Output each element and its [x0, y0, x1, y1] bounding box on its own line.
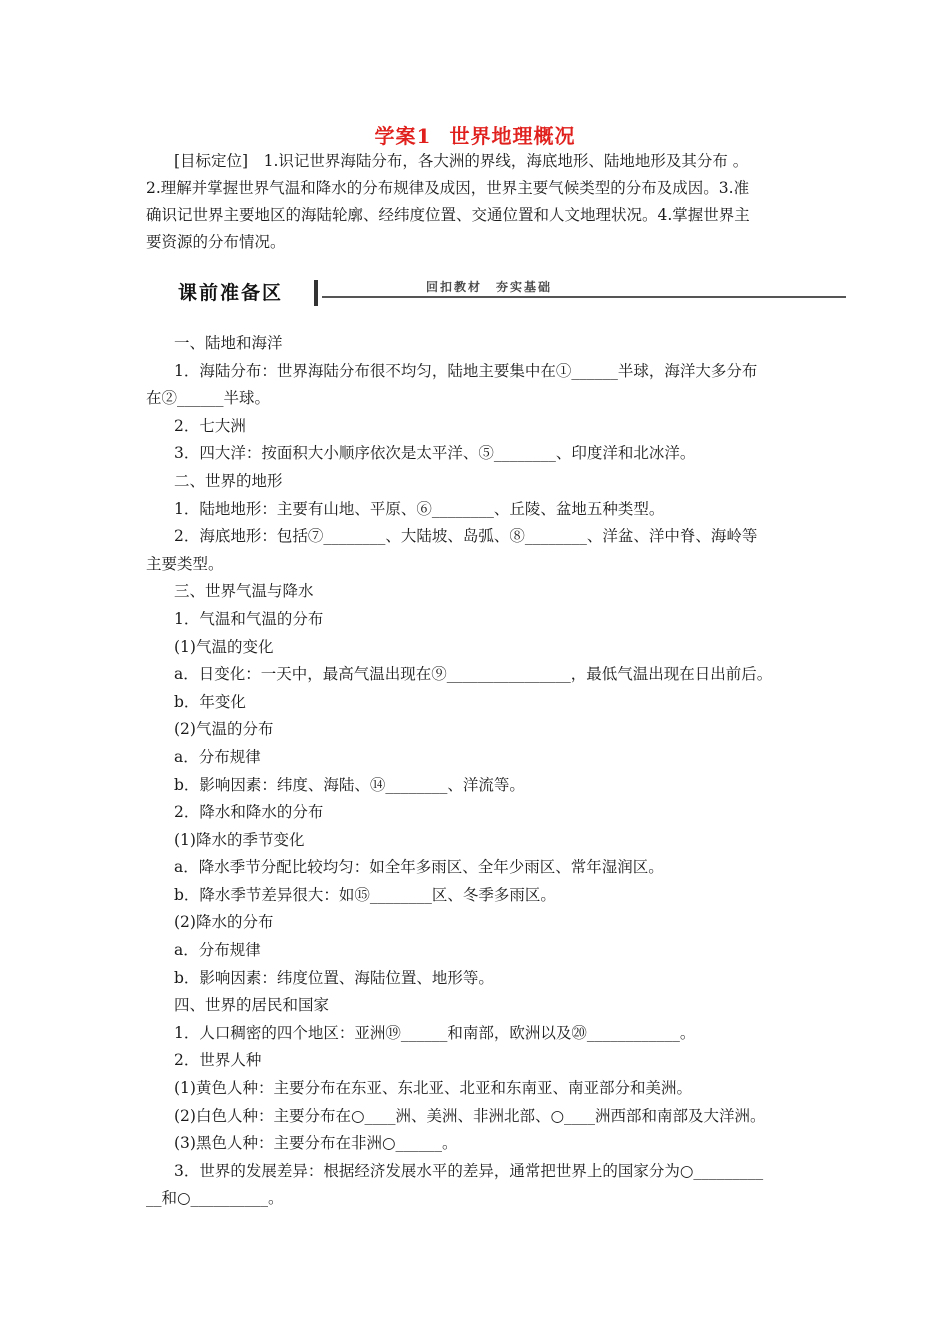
content-line: (1)降水的季节变化 [174, 830, 305, 849]
content-line: a．日变化：一天中，最高气温出现在⑨________________，最低气温出现在日出前后。 [174, 665, 773, 684]
content-line: 主要类型。 [146, 554, 224, 573]
content-line: 3．四大洋：按面积大小顺序依次是太平洋、⑤________、印度洋和北冰洋。 [174, 444, 696, 463]
section-heading: 二、世界的地形 [174, 471, 283, 490]
section-rule [322, 296, 846, 298]
section-subtitle: 回扣教材 夯实基础 [426, 280, 553, 294]
section-header [146, 278, 846, 308]
objective-line: 2.理解并掌握世界气温和降水的分布规律及成因，世界主要气候类型的分布及成因。3.准 [146, 179, 750, 197]
section-divider-bar [314, 280, 318, 306]
content-line: (2)降水的分布 [174, 913, 274, 932]
content-line: 1．人口稠密的四个地区：亚洲⑲______和南部，欧洲以及⑳____________。 [174, 1023, 696, 1042]
page-title [0, 120, 950, 149]
content-line: (3)黑色人种：主要分布在非洲○______。 [174, 1134, 458, 1153]
content-line: 1．陆地地形：主要有山地、平原、⑥________、丘陵、盆地五种类型。 [174, 499, 665, 518]
content-line: 1．海陆分布：世界海陆分布很不均匀，陆地主要集中在①______半球，海洋大多分布 [174, 361, 758, 380]
section-heading: 四、世界的居民和国家 [174, 996, 330, 1015]
content-line: 1．气温和气温的分布 [174, 609, 324, 628]
content-line: (1)黄色人种：主要分布在东亚、东北亚、北亚和东南亚、南亚部分和美洲。 [174, 1079, 692, 1098]
content-line: a．分布规律 [174, 941, 261, 960]
content-line: (1)气温的变化 [174, 637, 274, 656]
content-line: a．降水季节分配比较均匀：如全年多雨区、全年少雨区、常年湿润区。 [174, 858, 664, 877]
section-heading: 三、世界气温与降水 [174, 582, 314, 601]
content-line: (2)白色人种：主要分布在○____洲、美洲、非洲北部、○____洲西部和南部及大洋洲。 [174, 1106, 766, 1125]
objective-line: [目标定位] 1.识记世界海陆分布，各大洲的界线，海底地形、陆地地形及其分布 。 [174, 152, 749, 170]
section-heading: 一、陆地和海洋 [174, 334, 283, 352]
worksheet-content [146, 330, 810, 1213]
title-part2: 世界地理概况 [449, 124, 576, 148]
objective-line: 确识记世界主要地区的海陆轮廓、经纬度位置、交通位置和人文地理状况。4.掌握世界主 [146, 206, 750, 224]
content-line: 3．世界的发展差异：根据经济发展水平的差异，通常把世界上的国家分为○_________ [174, 1161, 764, 1180]
content-line: 2．海底地形：包括⑦________、大陆坡、岛弧、⑧________、洋盆、洋中脊、海岭等 [174, 527, 758, 546]
section-label: 课前准备区 [178, 282, 284, 304]
content-line: 在②______半球。 [146, 389, 271, 408]
title-part1: 学案1 [374, 124, 432, 148]
content-line: b．影响因素：纬度位置、海陆位置、地形等。 [174, 968, 494, 987]
objective-line: 要资源的分布情况。 [146, 233, 286, 251]
content-line: b．年变化 [174, 692, 246, 711]
content-line: b．影响因素：纬度、海陆、⑭________、洋流等。 [174, 775, 525, 794]
content-line: 2．世界人种 [174, 1051, 262, 1070]
objective-block [146, 148, 810, 256]
content-line: (2)气温的分布 [174, 720, 274, 739]
content-line: a．分布规律 [174, 747, 261, 766]
content-line: __和○__________。 [146, 1189, 284, 1208]
content-line: b．降水季节差异很大：如⑮________区、冬季多雨区。 [174, 885, 556, 904]
content-line: 2．七大洲 [174, 416, 246, 435]
content-line: 2．降水和降水的分布 [174, 803, 324, 822]
